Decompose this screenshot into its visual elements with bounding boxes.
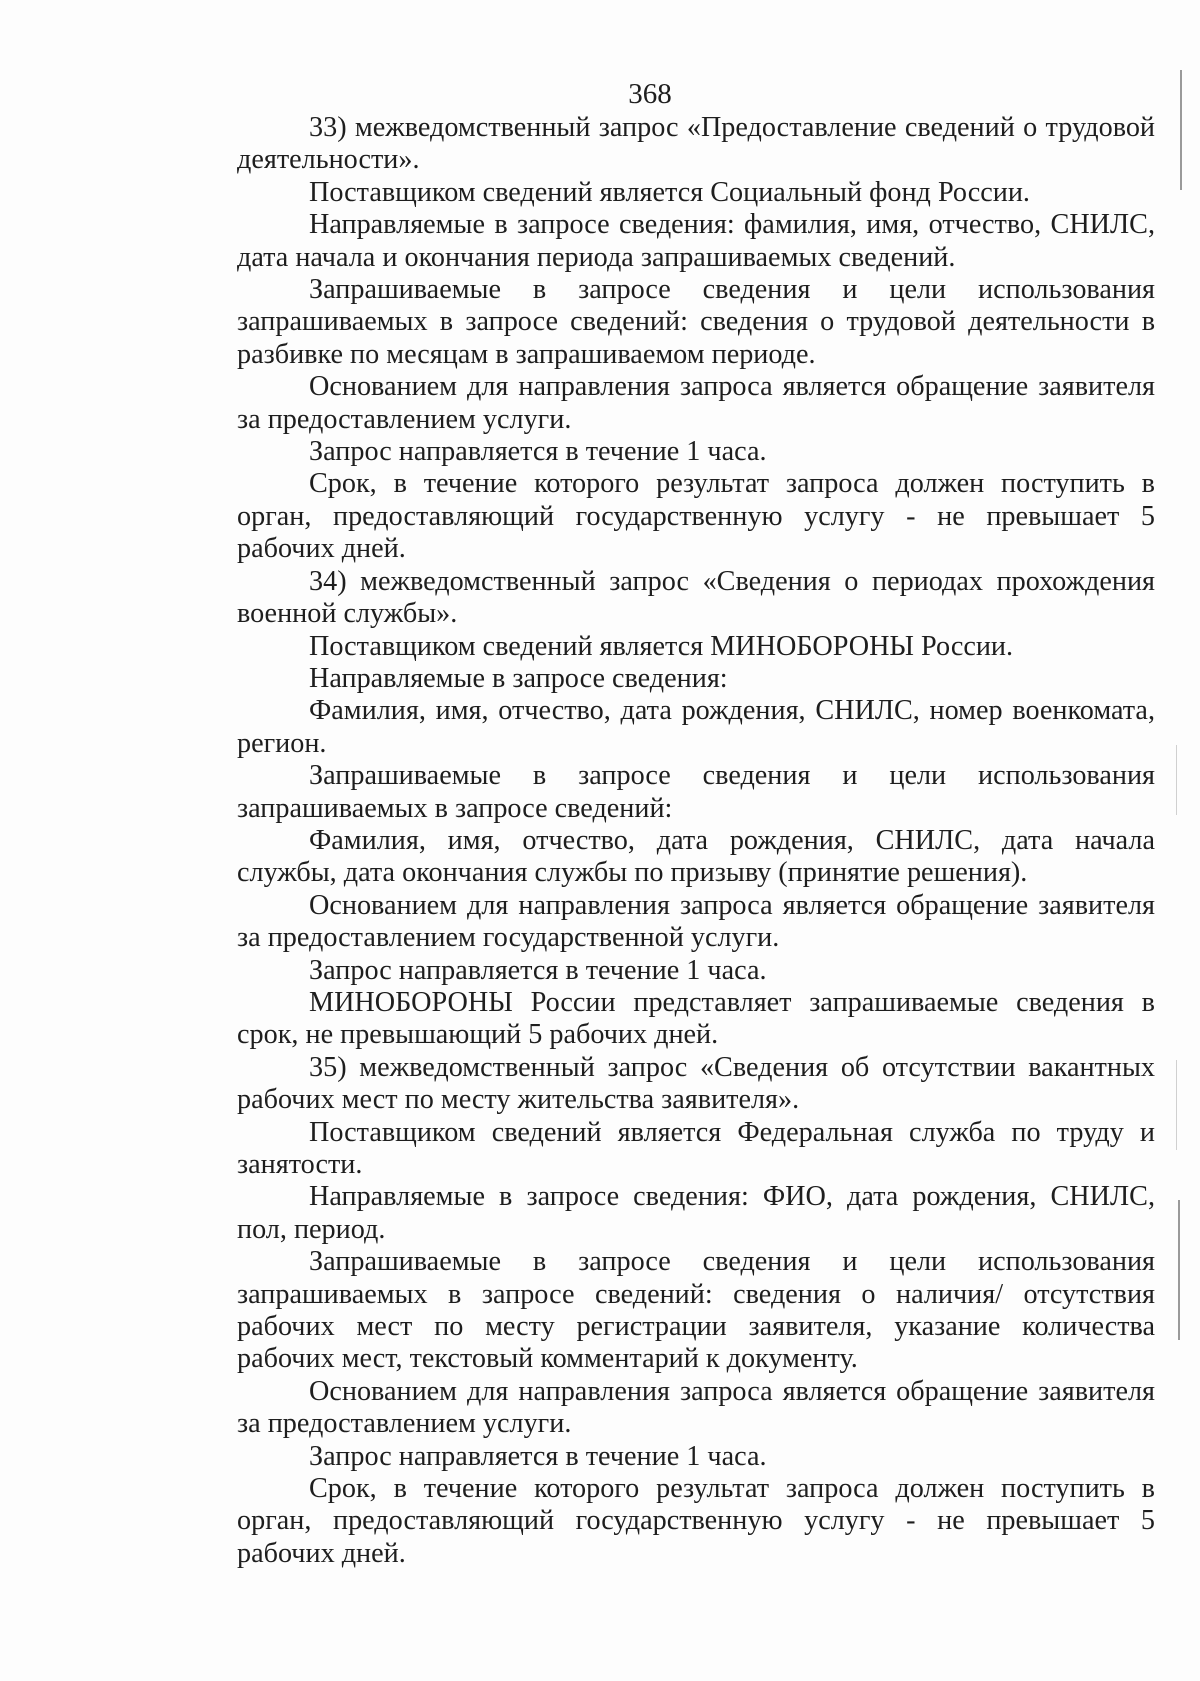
paragraph-item-34-sent-data-label: Направляемые в запросе сведения: (309, 662, 728, 694)
paragraph-item-34-requested-data: Фамилия, имя, отчество, дата рождения, СНИЛС, дата начала службы, дата окончания службы по призыву (принятие решения). (237, 824, 1155, 889)
scan-edge-line-top (1180, 70, 1182, 190)
paragraph-item-33-sent-data: Направляемые в запросе сведения: фамилия, имя, отчество, СНИЛС, дата начала и окончания периода запрашиваемых сведений. (237, 209, 1155, 273)
scan-edge-line-middle (1176, 745, 1177, 815)
scan-edge-line-lower (1176, 1060, 1177, 1150)
paragraph-item-34-deadline: МИНОБОРОНЫ России представляет запрашиваемые сведения в срок, не превышающий 5 рабочих дней. (237, 986, 1155, 1051)
paragraph-item-34-send-time: Запрос направляется в течение 1 часа. (309, 954, 767, 986)
paragraph-item-33-basis: Основанием для направления запроса является обращение заявителя за предоставлением услуги. (237, 371, 1155, 435)
paragraph-item-34-provider: Поставщиком сведений является МИНОБОРОНЫ России. (309, 630, 1014, 662)
paragraph-item-33-provider: Поставщиком сведений является Социальный фонд России. (309, 176, 1030, 208)
scan-edge-line-bottom (1178, 1200, 1180, 1340)
paragraph-item-35-provider: Поставщиком сведений является Федеральная служба по труду и занятости. (237, 1116, 1155, 1180)
paragraph-item-33-send-time: Запрос направляется в течение 1 часа. (309, 436, 767, 468)
paragraph-item-34-requested-data-label: Запрашиваемые в запросе сведения и цели использования запрашиваемых в запросе сведений: (237, 760, 1155, 824)
paragraph-item-34-sent-data: Фамилия, имя, отчество, дата рождения, СНИЛС, номер военкомата, регион. (237, 695, 1155, 759)
paragraph-item-35-send-time: Запрос направляется в течение 1 часа. (309, 1440, 767, 1472)
document-body (237, 112, 1155, 1570)
paragraph-item-34-title: 34) межведомственный запрос «Сведения о периодах прохождения военной службы». (237, 565, 1155, 630)
paragraph-item-35-basis: Основанием для направления запроса является обращение заявителя за предоставлением услуги. (237, 1375, 1155, 1440)
paragraph-item-35-sent-data: Направляемые в запросе сведения: ФИО, дата рождения, СНИЛС, пол, период. (237, 1181, 1155, 1245)
paragraph-item-33-requested-data: Запрашиваемые в запросе сведения и цели использования запрашиваемых в запросе сведений: сведения о трудовой деятельности в разбивке по месяцам в запрашиваемом периоде. (237, 274, 1155, 370)
paragraph-item-33-deadline: Срок, в течение которого результат запроса должен поступить в орган, предоставляющий государственную услугу - не превышает 5 рабочих дней. (237, 468, 1155, 565)
paragraph-item-34-basis: Основанием для направления запроса является обращение заявителя за предоставлением государственной услуги. (237, 889, 1155, 954)
paragraph-item-35-requested-data: Запрашиваемые в запросе сведения и цели использования запрашиваемых в запросе сведений: сведения о наличия/ отсутствия рабочих мест по месту регистрации заявителя, указание количества рабочих мест, текстовый комментарий к документу. (237, 1246, 1155, 1375)
paragraph-item-35-deadline: Срок, в течение которого результат запроса должен поступить в орган, предоставляющий государственную услугу - не превышает 5 рабочих дней. (237, 1473, 1155, 1569)
paragraph-item-33-title: 33) межведомственный запрос «Предоставление сведений о трудовой деятельности». (237, 112, 1155, 176)
paragraph-item-35-title: 35) межведомственный запрос «Сведения об отсутствии вакантных рабочих мест по месту жительства заявителя». (237, 1051, 1155, 1116)
page-number: 368 (628, 78, 672, 110)
